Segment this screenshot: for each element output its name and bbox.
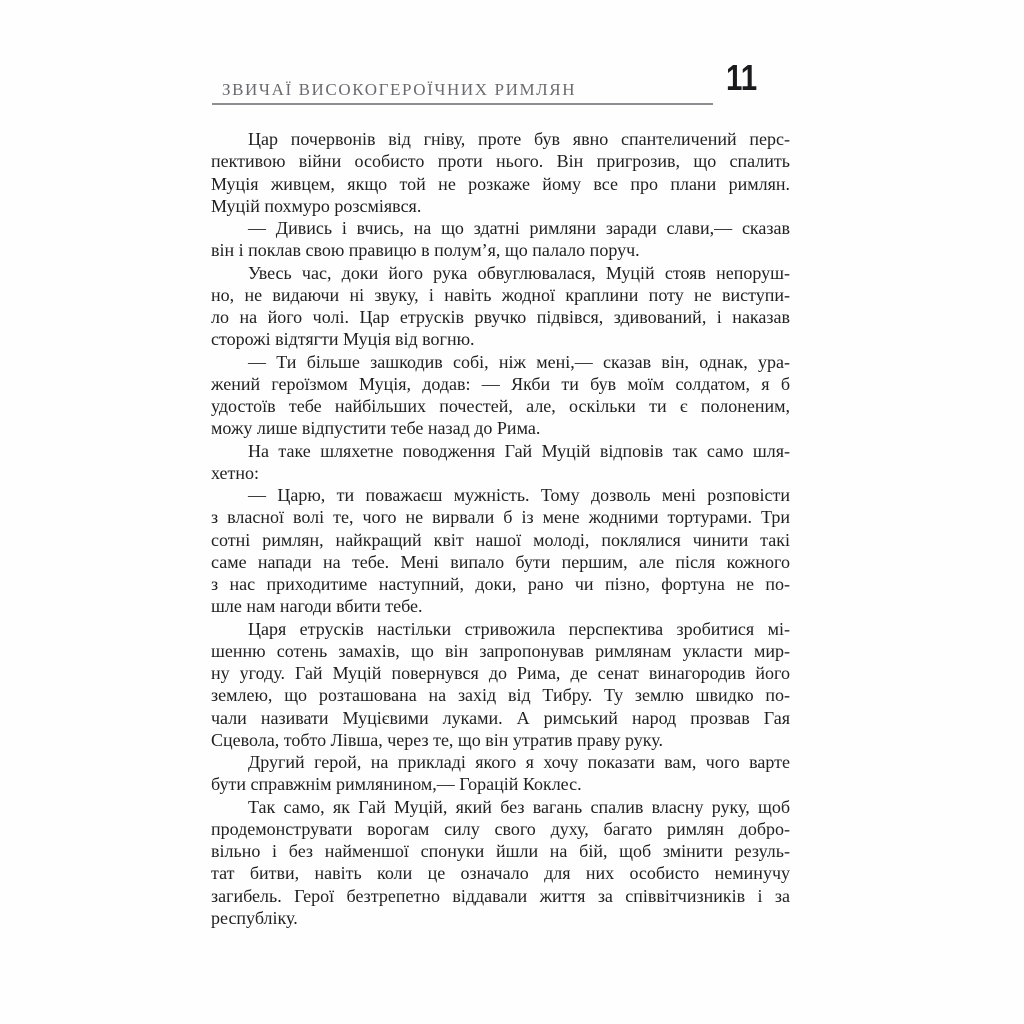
text-line: На таке шляхетне поводження Гай Муцій відповів так само шля- [248,440,790,461]
text-line: пективою війни особисто проти нього. Він пригрозив, що спалить [211,151,790,172]
paragraph [211,796,790,930]
text-line: сторожі відтягти Муція від вогню. [211,329,475,350]
text-line: — Ти більше зашкодив собі, ніж мені,— сказав він, однак, ура- [248,351,790,372]
text-line: Сцевола, тобто Лівша, через те, що він утратив праву руку. [211,729,663,750]
text-line: шенню сотень замахів, що він запропонував римлянам укласти мир- [211,640,790,661]
text-line: загибель. Герої безтрепетно віддавали життя за співвітчизників і за [211,885,790,906]
text-line: удостоїв тебе найбільших почестей, але, оскільки ти є полоненим, [211,396,790,416]
text-line: з власної волі те, чого не вирвали б із мене жодними тортурами. Три [211,507,790,528]
text-line: хетно: [211,462,260,483]
page-number: 11 [726,57,758,98]
running-title: ЗВИЧАЇ ВИСОКОГЕРОЇЧНИХ РИМЛЯН [222,80,577,99]
text-line: чали називати Муцієвими луками. А римський народ прозвав Гая [211,707,790,728]
text-line: ло на його чолі. Цар етрусків рвучко підвівся, здивований, і наказав [211,307,790,327]
paragraph [211,262,790,351]
text-line: бути справжнім римлянином,— Горацій Коклес. [211,774,582,795]
text-line: Увесь час, доки його рука обвуглювалася, Муцій стояв непоруш- [248,262,790,283]
text-line: він і поклав свою правицю в полум’я, що палало поруч. [211,240,640,261]
paragraph [211,351,790,440]
paragraph [211,484,790,618]
text-block [211,128,790,929]
text-line: тат битви, навіть коли це означало для них особисто неминучу [211,863,790,884]
text-line: жений героїзмом Муція, додав: — Якби ти був моїм солдатом, я б [211,373,790,394]
text-line: Муція живцем, якщо той не розкаже йому все про плани римлян. [211,173,790,194]
text-line: вільно і без найменшої спонуки йшли на бій, щоб змінити резуль- [211,841,790,861]
text-line: сотні римлян, найкращий квіт нашої молоді, поклялися чинити такі [211,529,790,550]
text-line: землею, що розташована на захід від Тибру. Ту землю швидко по- [211,685,790,706]
text-line: з нас приходитиме наступний, доки, рано чи пізно, фортуна не по- [211,574,790,594]
paragraph [211,440,790,485]
text-line: продемонструвати ворогам силу свого духу, багато римлян добро- [211,818,790,839]
text-line: Другий герой, на прикладі якого я хочу показати вам, чого варте [248,752,790,772]
header-rule [212,103,713,105]
text-line: — Дивись і вчись, на що здатні римляни заради слави,— сказав [248,218,790,238]
text-line: — Царю, ти поважаєш мужність. Тому дозволь мені розповісти [248,485,790,505]
paragraph [211,217,790,262]
text-line: шле нам нагоди вбити тебе. [211,596,423,617]
text-line: но, не видаючи ні звуку, і навіть жодної краплини поту не виступи- [211,284,790,305]
text-line: Так само, як Гай Муцій, який без вагань спалив власну руку, щоб [248,796,790,817]
text-line: Царя етрусків настільки стривожила перспектива зробитися мі- [248,618,790,639]
paragraph [211,128,790,217]
text-line: Муцій похмуро розсміявся. [211,195,422,216]
text-line: саме напади на тебе. Мені випало бути першим, але після кожного [211,551,790,572]
text-line: Цар почервонів від гніву, проте був явно спантеличений перс- [248,129,790,149]
text-line: ну угоду. Гай Муцій повернувся до Рима, де сенат винагородив його [211,663,790,683]
text-line: республіку. [211,907,298,928]
text-line: можу лише відпустити тебе назад до Рима. [211,418,541,439]
paragraph [211,751,790,796]
paragraph [211,618,790,752]
